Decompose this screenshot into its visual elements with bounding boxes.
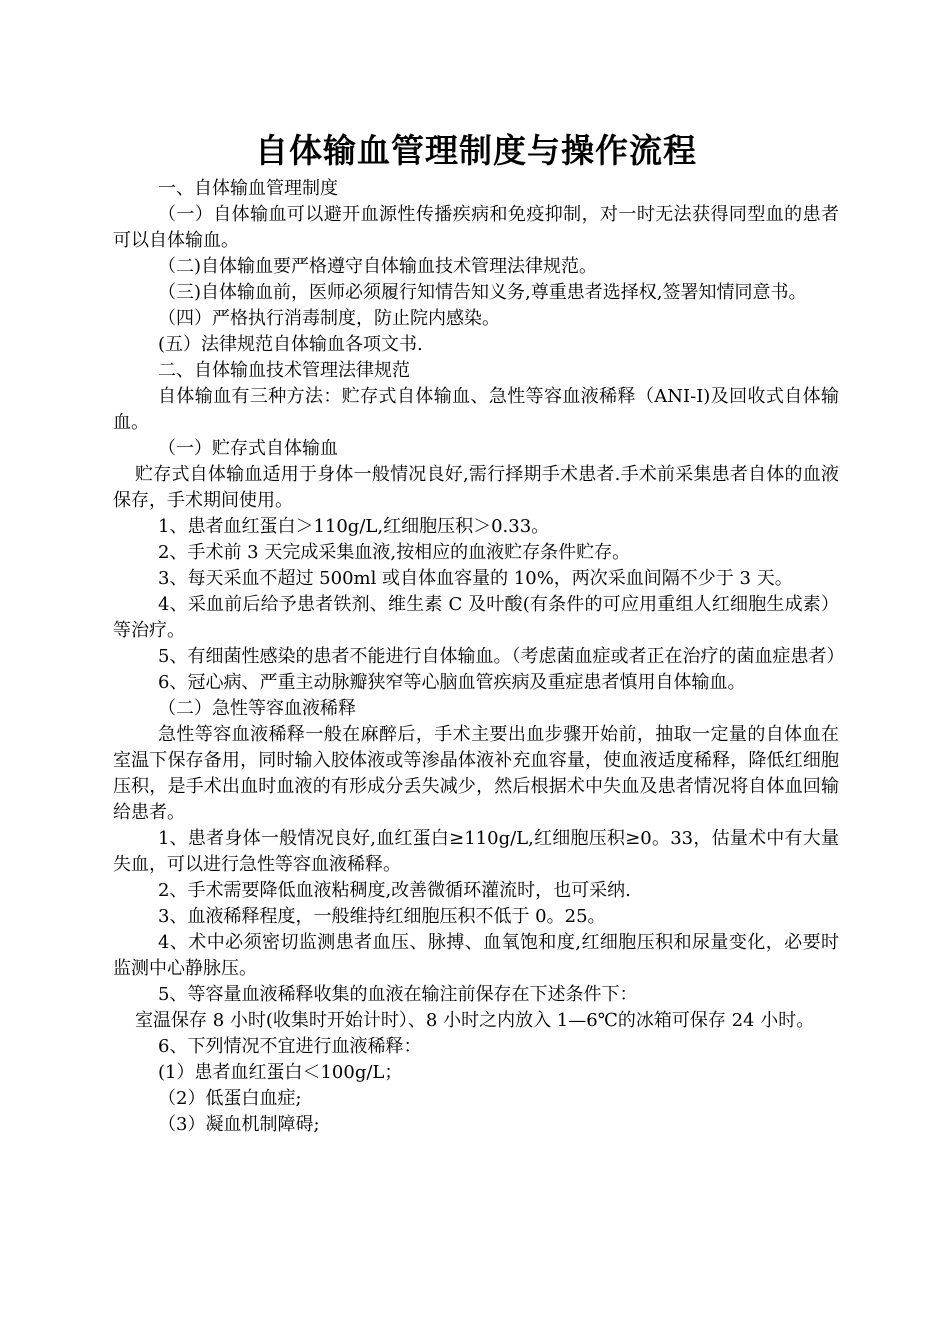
list-item: 2、手术前 3 天完成采集血液,按相应的血液贮存条件贮存。 <box>158 542 631 563</box>
list-item: 4、采血前后给予患者铁剂、维生素 C 及叶酸(有条件的可应用重组人红细胞生成素）等治疗。 <box>113 594 839 641</box>
paragraph: （三)自体输血前，医师必须履行知情告知义务,尊重患者选择权,签署知情同意书。 <box>158 282 807 303</box>
paragraph: 室温保存 8 小时(收集时开始计时）、8 小时之内放入 1—6℃的冰箱可保存 24 小时。 <box>135 1010 815 1031</box>
document-page <box>113 128 845 1138</box>
subsection-heading-dilution: （二）急性等容血液稀释 <box>158 698 356 719</box>
list-item: (1）患者血红蛋白＜100g/L； <box>158 1062 403 1083</box>
list-item: （3）凝血机制障碍; <box>158 1114 320 1135</box>
paragraph: 自体输血有三种方法：贮存式自体输血、急性等容血液稀释（ANI-I)及回收式自体输血。 <box>113 386 839 433</box>
list-item: 4、术中必须密切监测患者血压、脉搏、血氧饱和度,红细胞压积和尿量变化，必要时监测中心静脉压。 <box>113 932 839 979</box>
paragraph: （一）自体输血可以避开血源性传播疾病和免疫抑制，对一时无法获得同型血的患者可以自体输血。 <box>113 204 839 251</box>
paragraph: （四）严格执行消毒制度，防止院内感染。 <box>158 308 500 329</box>
paragraph: 贮存式自体输血适用于身体一般情况良好,需行择期手术患者.手术前采集患者自体的血液保存，手术期间使用。 <box>113 464 839 511</box>
section-heading-technical: 二、自体输血技术管理法律规范 <box>158 360 410 381</box>
list-item: 6、冠心病、严重主动脉瓣狭窄等心脑血管疾病及重症患者慎用自体输血。 <box>158 672 746 693</box>
list-item: 2、手术需要降低血液粘稠度,改善微循环灌流时，也可采纳. <box>158 880 631 901</box>
list-item: 5、有细菌性感染的患者不能进行自体输血。（考虑菌血症或者正在治疗的菌血症患者） <box>158 646 845 667</box>
list-item: 3、每天采血不超过 500ml 或自体血容量的 10%，两次采血间隔不少于 3 天。 <box>158 568 793 589</box>
list-item: 1、患者身体一般情况良好,血红蛋白≥110g/L,红细胞压积≥0。33，估量术中有大量失血，可以进行急性等容血液稀释。 <box>113 828 839 875</box>
list-item: 5、等容量血液稀释收集的血液在输注前保存在下述条件下： <box>158 984 638 1005</box>
list-item: 6、下列情况不宜进行血液稀释： <box>158 1036 422 1057</box>
subsection-heading-storage: （一）贮存式自体输血 <box>158 438 338 459</box>
paragraph: 急性等容血液稀释一般在麻醉后，手术主要出血步骤开始前，抽取一定量的自体血在室温下保存备用，同时输入胶体液或等渗晶体液补充血容量，使血液适度稀释，降低红细胞压积，是手术出血时血液的有形成分丢失减少，然后根据术中失血及患者情况将自体血回输给患者。 <box>113 724 839 823</box>
paragraph: （二)自体输血要严格遵守自体输血技术管理法律规范。 <box>158 256 598 277</box>
list-item: 3、血液稀释程度，一般维持红细胞压积不低于 0。25。 <box>158 906 606 927</box>
section-heading-management: 一、自体输血管理制度 <box>158 178 338 199</box>
document-title: 自体输血管理制度与操作流程 <box>255 131 697 170</box>
list-item: （2）低蛋白血症; <box>158 1088 302 1109</box>
list-item: 1、患者血红蛋白＞110g/L,红细胞压积＞0.33。 <box>158 516 550 537</box>
paragraph: (五）法律规范自体输血各项文书. <box>158 334 423 355</box>
